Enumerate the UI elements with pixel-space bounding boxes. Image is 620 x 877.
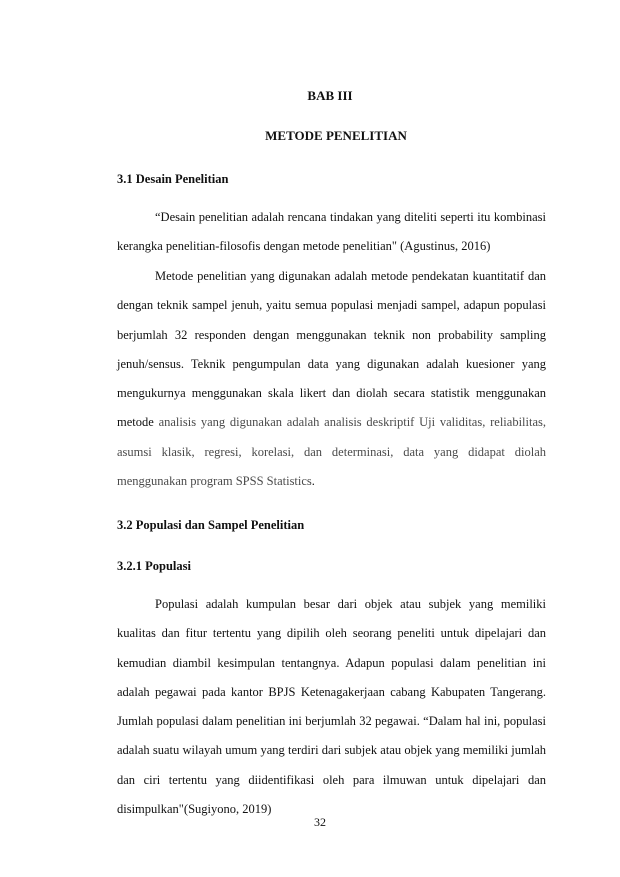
paragraph-method xyxy=(117,262,546,496)
paragraph-text: Populasi adalah kumpulan besar dari objek atau subjek yang memiliki kualitas dan fitur tertentu yang dipilih oleh seorang peneliti untuk dipelajari dan kemudian diambil kesimpulan tentangnya. Adapun populasi dalam penelitian ini adalah pegawai pada kantor BPJS Ketenagakerjaan cabang Kabupaten Tangerang. Jumlah populasi dalam penelitian ini berjumlah 32 pegawai. “Dalam hal ini, populasi adalah suatu wilayah umum yang terdiri dari subjek atau objek yang memiliki jumlah dan ciri tertentu yang diidentifikasi oleh para ilmuwan untuk dipelajari dan disimpulkan"(Sugiyono, 2019) xyxy=(117,597,546,817)
page-number: 32 xyxy=(314,815,326,829)
section-heading-3-2: 3.2 Populasi dan Sampel Penelitian xyxy=(117,518,305,532)
chapter-title: METODE PENELITIAN xyxy=(265,128,407,143)
paragraph-text-gray: analisis yang digunakan adalah analisis deskriptif Uji validitas, reliabilitas, asumsi klasik, regresi, korelasi, dan determinasi, data yang didapat diolah menggunakan program SPSS Statistics xyxy=(117,415,546,489)
paragraph-text: “Desain penelitian adalah rencana tindakan yang diteliti seperti itu kombinasi kerangka penelitian-filosofis dengan metode penelitian" (Agustinus, 2016) xyxy=(117,210,546,254)
paragraph-population xyxy=(117,590,546,824)
paragraph-period: . xyxy=(311,474,315,489)
chapter-heading: BAB III xyxy=(307,88,353,103)
paragraph-text: Metode penelitian yang digunakan adalah metode pendekatan kuantitatif dan dengan teknik sampel jenuh, yaitu semua populasi menjadi sampel, adapun populasi berjumlah 32 responden dengan menggunakan teknik non probability sampling jenuh/sensus. Teknik pengumpulan data yang digunakan adalah kuesioner yang mengukurnya menggunakan skala likert dan diolah secara statistik menggunakan metode xyxy=(117,269,546,430)
section-heading-3-2-1: 3.2.1 Populasi xyxy=(117,559,191,573)
section-heading-3-1: 3.1 Desain Penelitian xyxy=(117,172,229,186)
paragraph-design-definition xyxy=(117,203,546,262)
